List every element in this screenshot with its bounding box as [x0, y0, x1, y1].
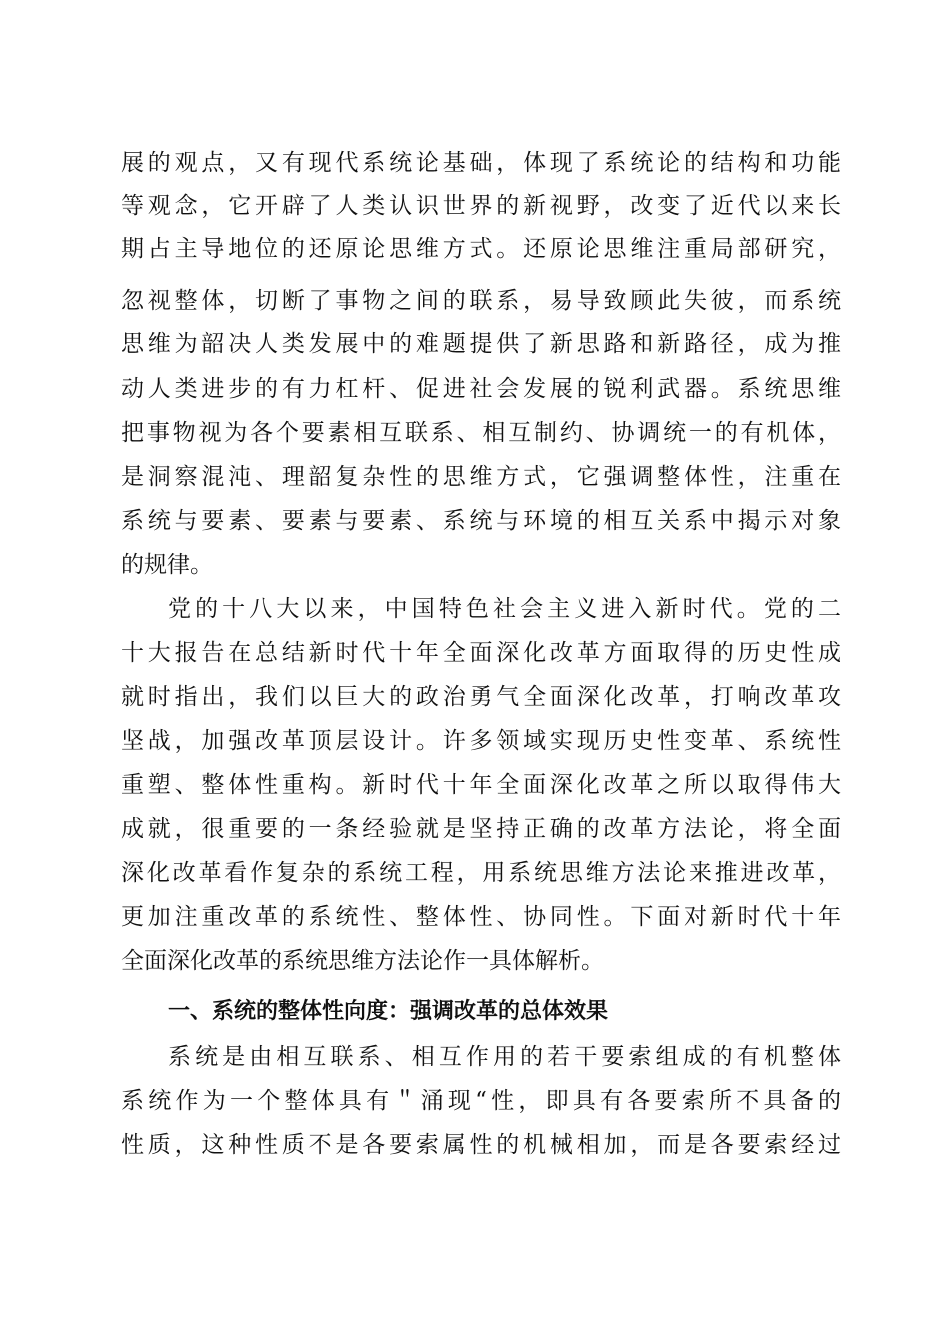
paragraph-1-line-9: 系统与要素、要素与要素、系统与环境的相互关系中揭示对象: [121, 508, 841, 534]
paragraph-2-line-1: 党的十八大以来，中国特色社会主义进入新时代。党的二: [168, 596, 841, 622]
section-heading: 一、系统的整体性向度：强调改革的总体效果: [168, 999, 609, 1024]
paragraph-3-line-2: 系统作为一个整体具有＂涌现“性，即具有各要索所不具备的: [121, 1088, 841, 1114]
paragraph-1-line-1: 展的观点，又有现代系统论基础，体现了系统论的结构和功能: [121, 150, 841, 176]
paragraph-3-line-3: 性质，这种性质不是各要索属性的机械相加，而是各要索经过: [121, 1132, 841, 1158]
paragraph-1-line-5: 思维为韶决人类发展中的难题提供了新思路和新路径，成为推: [121, 331, 841, 357]
paragraph-2-line-7: 深化改革看作复杂的系统工程，用系统思维方法论来推进改革，: [121, 860, 841, 886]
paragraph-1-line-2: 等观念，它开辟了人类认识世界的新视野，改变了近代以来长: [121, 193, 841, 219]
paragraph-2-line-5: 重塑、整体性重构。新时代十年全面深化改革之所以取得伟大: [121, 772, 841, 798]
paragraph-2-line-6: 成就，很重要的一条经验就是坚持正确的改革方法论，将全面: [121, 816, 841, 842]
paragraph-2-line-2: 十大报告在总结新时代十年全面深化改革方面取得的历史性成: [121, 640, 841, 666]
paragraph-1-line-8: 是洞察混沌、理韶复杂性的思维方式，它强调整体性，注重在: [121, 464, 841, 490]
paragraph-1-line-10: 的规律。: [121, 552, 213, 578]
paragraph-1-line-7: 把事物视为各个要素相互联系、相互制约、协调统一的有机体，: [121, 420, 841, 446]
paragraph-2-line-3: 就时指出，我们以巨大的政治勇气全面深化改革，打响改革攻: [121, 684, 841, 710]
paragraph-2-line-8: 更加注重改革的系统性、整体性、协同性。下面对新时代十年: [121, 904, 841, 930]
paragraph-2-line-4: 坚战，加强改革顶层设计。许多领域实现历史性变革、系统性: [121, 728, 841, 754]
paragraph-3-line-1: 系统是由相互联系、相互作用的若干要索组成的有机整体: [168, 1044, 841, 1070]
paragraph-1-line-3: 期占主导地位的还原论思维方式。还原论思维注重局部研究，: [121, 236, 841, 262]
paragraph-1-line-4: 忽视整体，切断了事物之间的联系，易导致顾此失彼，而系统: [121, 288, 841, 314]
paragraph-1-line-6: 动人类进步的有力杠杆、促进社会发展的锐利武器。系统思维: [121, 376, 841, 402]
paragraph-2-line-9: 全面深化改革的系统思维方法论作一具体解析。: [121, 948, 604, 974]
